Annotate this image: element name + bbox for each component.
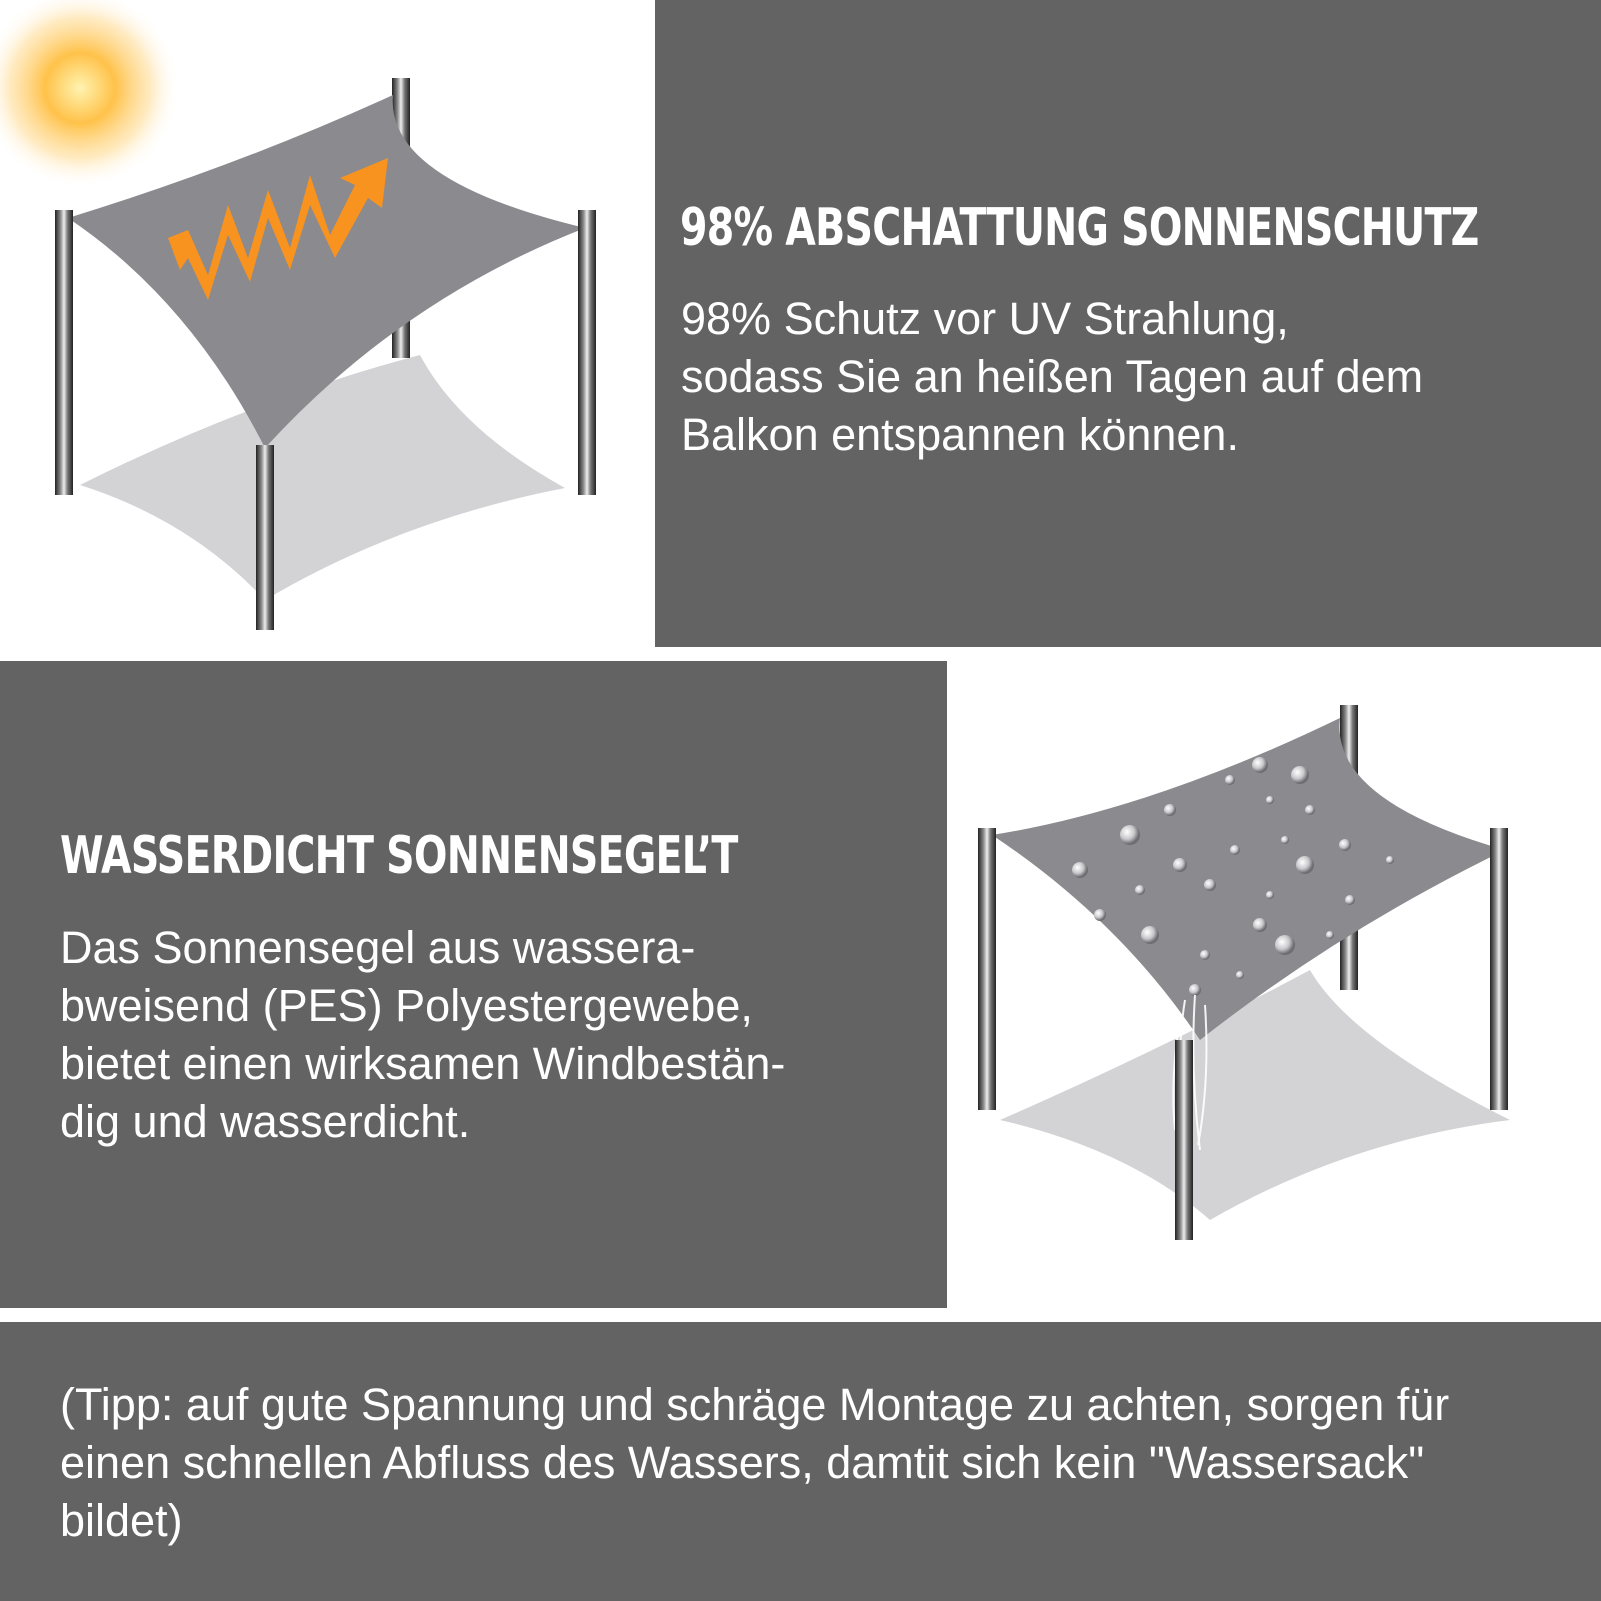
tip-text-line: bildet) <box>60 1495 183 1546</box>
waterproof-description-line: Das Sonnensegel aus wassera- <box>60 922 696 973</box>
shade-description <box>681 290 1423 464</box>
shade-sail-sun-illustration <box>0 0 650 650</box>
tip-text <box>60 1376 1449 1550</box>
waterproof-description <box>60 919 785 1151</box>
shade-headline: 98% ABSCHATTUNG SONNENSCHUTZ <box>680 198 1479 258</box>
sun-icon <box>0 0 180 188</box>
waterproof-description-line: bietet einen wirksamen Windbestän- <box>60 1038 786 1089</box>
shade-sail-rain-illustration <box>970 700 1550 1280</box>
waterproof-description-line: dig und wasserdicht. <box>60 1096 471 1147</box>
sail-canvas <box>992 718 1505 1040</box>
tip-text-line: (Tipp: auf gute Spannung und schräge Montage zu achten, sorgen für <box>60 1379 1450 1430</box>
ground-shadow <box>80 355 565 600</box>
shade-description-line: sodass Sie an heißen Tagen auf dem <box>681 351 1424 402</box>
waterproof-description-line: bweisend (PES) Polyestergewebe, <box>60 980 753 1031</box>
shade-description-line: Balkon entspannen können. <box>681 409 1239 460</box>
tip-text-line: einen schnellen Abfluss des Wassers, damtit sich kein "Wassersack" <box>60 1437 1425 1488</box>
ground-shadow <box>1000 970 1510 1220</box>
shade-description-line: 98% Schutz vor UV Strahlung, <box>681 293 1289 344</box>
waterproof-headline: WASSERDICHT SONNENSEGEL’T <box>60 826 738 886</box>
